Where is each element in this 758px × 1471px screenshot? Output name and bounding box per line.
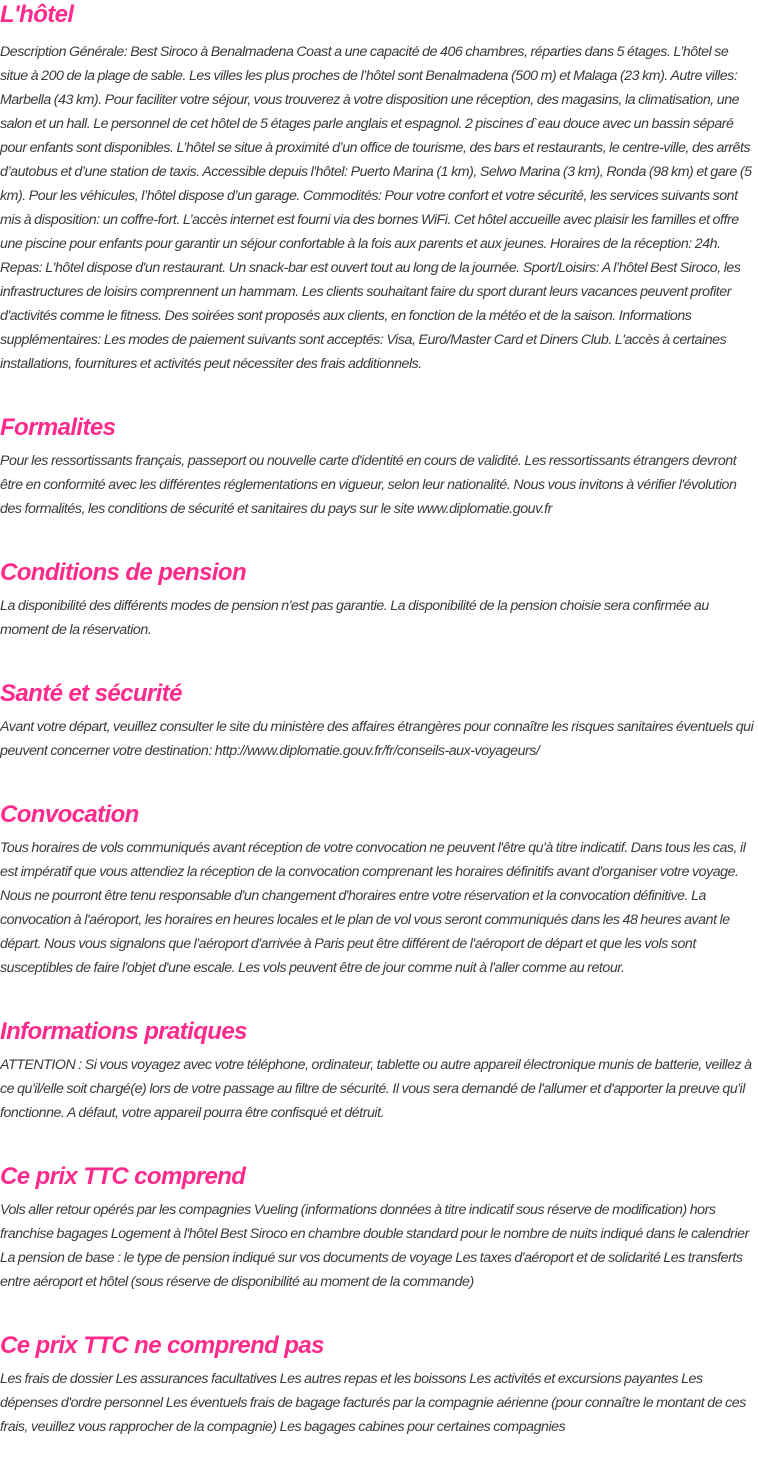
section-conditions-pension [0, 558, 758, 642]
section-hotel [0, 0, 758, 376]
section-title-hotel: L'hôtel [0, 1, 74, 28]
section-title-prix-ne-comprend-pas: Ce prix TTC ne comprend pas [0, 1332, 324, 1359]
section-body-informations-pratiques: ATTENTION : Si vous voyagez avec votre téléphone, ordinateur, tablette ou autre appareil électronique munis de batterie, veillez à ce qu'il/elle soit chargé(e) lors de votre passage au filtre de sécurité. Il vous sera demandé de l'allumer et d'apporter la preuve qu'il fonctionne. A défaut, votre appareil pourra être confisqué et détruit. [0, 1057, 752, 1121]
section-sante-securite [0, 679, 758, 763]
section-body-prix-comprend: Vols aller retour opérés par les compagnies Vueling (informations données à titre indicatif sous réserve de modification) hors franchise bagages Logement à l'hôtel Best Siroco en chambre double standard pour le nombre de nuits indiqué dans le calendrier La pension de base : le type de pension indiqué sur vos documents de voyage Les taxes d'aéroport et de solidarité Les transferts entre aéroport et hôtel (sous réserve de disponibilité au moment de la commande) [0, 1202, 749, 1290]
section-body-conditions-pension: La disponibilité des différents modes de pension n'est pas garantie. La disponibilité de la pension choisie sera confirmée au moment de la réservation. [0, 598, 709, 638]
section-body-formalites: Pour les ressortissants français, passeport ou nouvelle carte d'identité en cours de validité. Les ressortissants étrangers devront être en conformité avec les différentes réglementations en vigueur, selon leur nationalité. Nous vous invitons à vérifier l'évolution des formalités, les conditions de sécurité et sanitaires du pays sur le site www.diplomatie.gouv.fr [0, 453, 737, 517]
section-body-hotel: Description Générale: Best Siroco à Benalmadena Coast a une capacité de 406 chambres, réparties dans 5 étages. L’hôtel se situe à 200 de la plage de sable. Les villes les plus proches de l’hôtel sont Benalmadena (500 m) et Malaga (23 km). Autre villes: Marbella (43 km). Pour faciliter votre séjour, vous trouverez à votre disposition une réception, des magasins, la climatisation, une salon et un hall. Le personnel de cet hôtel de 5 étages parle anglais et espagnol. 2 piscines d`eau douce avec un bassin séparé pour enfants sont disponibles. L’hôtel se situe à proximité d’un office de tourisme, des bars et restaurants, le centre-ville, des arrêts d’autobus et d’une station de taxis. Accessible depuis l'hôtel: Puerto Marina (1 km), Selwo Marina (3 km), Ronda (98 km) et gare (5 km). Pour les véhicules, l’hôtel dispose d’un garage. Commodités: Pour votre confort et votre sécurité, les services suivants sont mis à disposition: un coffre-fort. L’accès internet est fourni via des bornes WiFi. Cet hôtel accueille avec plaisir les familles et offre une piscine pour enfants pour garantir un séjour confortable à la fois aux parents et aux jeunes. Horaires de la réception: 24h. Repas: L'hôtel dispose d'un restaurant. Un snack-bar est ouvert tout au long de la journée. Sport/Loisirs: A l’hôtel Best Siroco, les infrastructures de loisirs comprennent un hammam. Les clients souhaitant faire du sport durant leurs vacances peuvent profiter d'activités comme le fitness. Des soirées sont proposés aux clients, en fonction de la météo et de la saison. Informations supplémentaires: Les modes de paiement suivants sont acceptés: Visa, Euro/Master Card et Diners Club. L'accès à certaines installations, fournitures et activités peut nécessiter des frais additionnels. [0, 44, 752, 372]
section-body-sante-securite: Avant votre départ, veuillez consulter le site du ministère des affaires étrangères pour connaître les risques sanitaires éventuels qui peuvent concerner votre destination: http://www.diplomatie.gouv.fr/fr/conseils-aux-voyageurs/ [0, 719, 754, 759]
section-body-convocation: Tous horaires de vols communiqués avant réception de votre convocation ne peuvent l'être qu'à titre indicatif. Dans tous les cas, il est impératif que vous attendiez la réception de la convocation comprenant les horaires définitifs avant d'organiser votre voyage. Nous ne pourront être tenu responsable d'un changement d'horaires entre votre réservation et la convocation définitive. La convocation à l'aéroport, les horaires en heures locales et le plan de vol vous seront communiqués dans les 48 heures avant le départ. Nous vous signalons que l'aéroport d'arrivée à Paris peut être différent de l'aéroport de départ et que les vols sont susceptibles de faire l'objet d'une escale. Les vols peuvent être de jour comme nuit à l'aller comme au retour. [0, 840, 746, 976]
section-title-prix-comprend: Ce prix TTC comprend [0, 1163, 246, 1190]
section-prix-comprend [0, 1162, 758, 1294]
section-informations-pratiques [0, 1017, 758, 1125]
section-body-prix-ne-comprend-pas: Les frais de dossier Les assurances facultatives Les autres repas et les boissons Les activités et excursions payantes Les dépenses d'ordre personnel Les éventuels frais de bagage facturés par la compagnie aérienne (pour connaître le montant de ces frais, veuillez vous rapprocher de la compagnie) Les bagages cabines pour certaines compagnies [0, 1371, 746, 1435]
section-convocation [0, 800, 758, 980]
section-title-conditions-pension: Conditions de pension [0, 559, 247, 586]
section-prix-ne-comprend-pas [0, 1331, 758, 1439]
section-title-informations-pratiques: Informations pratiques [0, 1018, 247, 1045]
section-formalites [0, 413, 758, 521]
section-title-sante-securite: Santé et sécurité [0, 680, 182, 707]
section-title-formalites: Formalites [0, 414, 116, 441]
section-title-convocation: Convocation [0, 801, 139, 828]
